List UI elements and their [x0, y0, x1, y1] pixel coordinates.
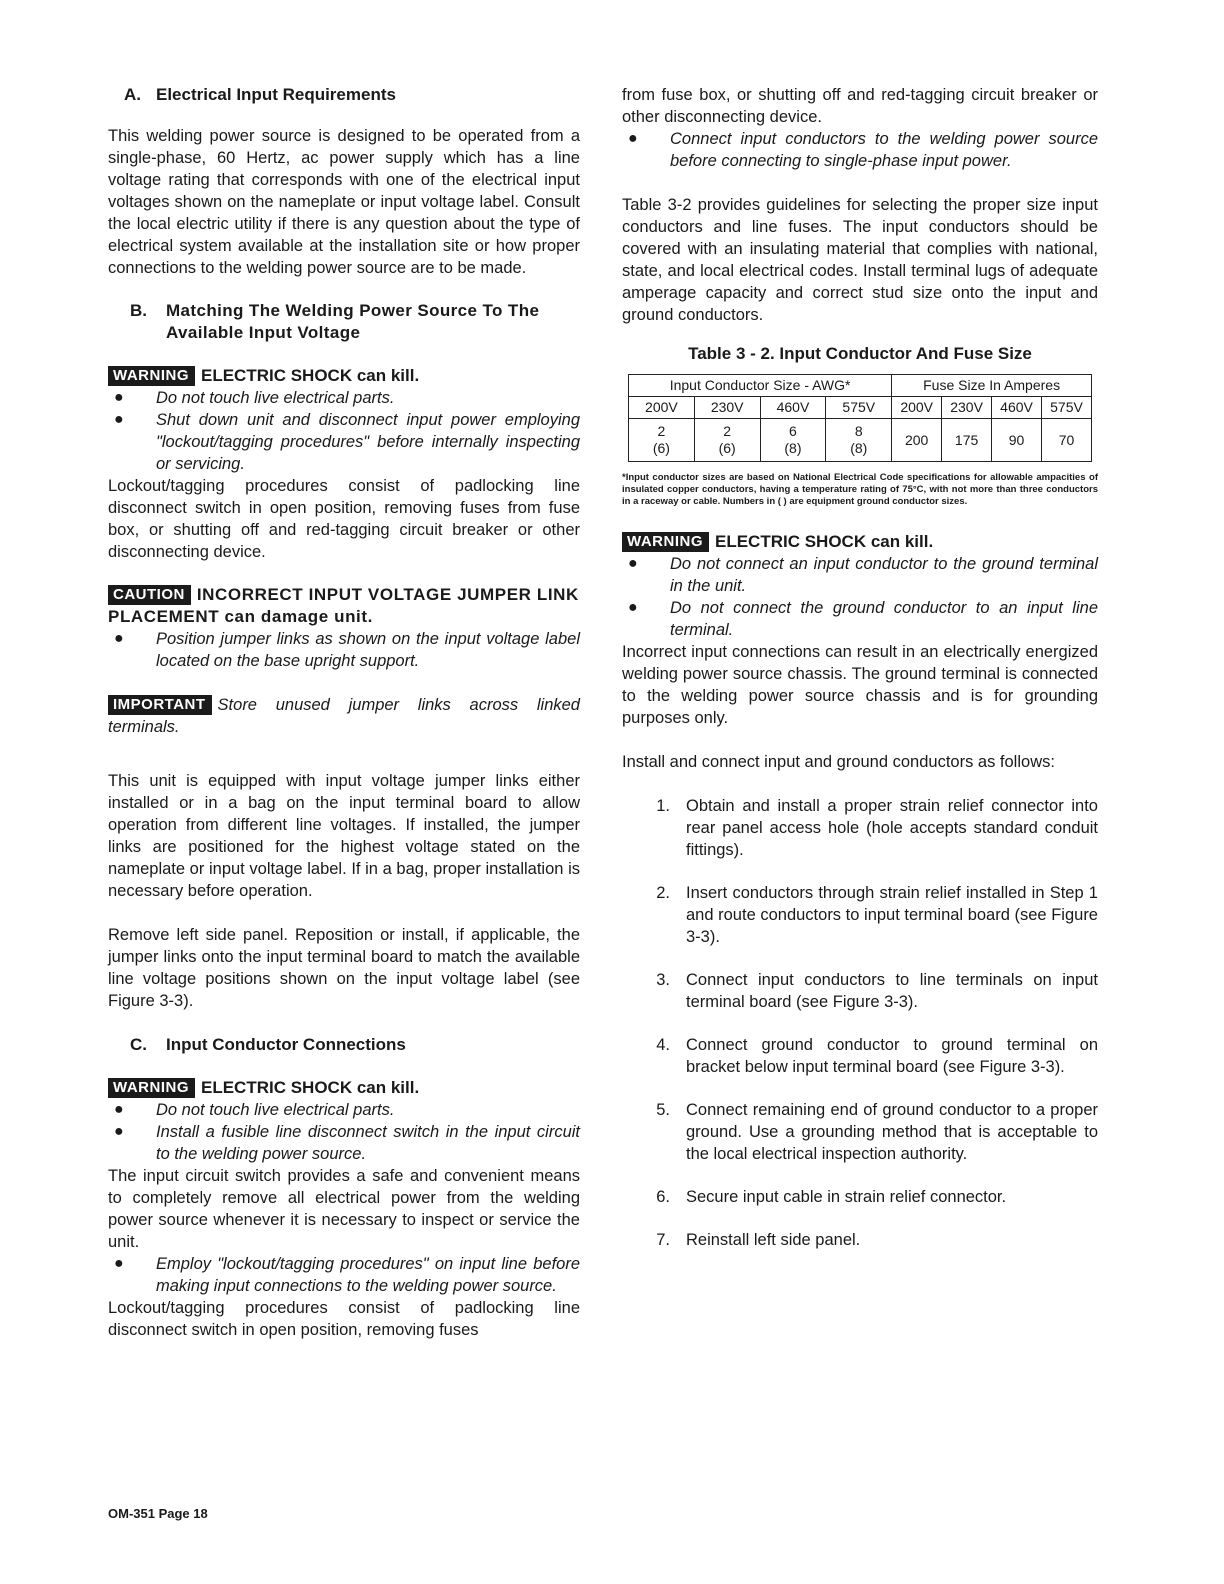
bullet-icon: ● — [114, 630, 124, 647]
warning-text: ELECTRIC SHOCK can kill. — [715, 532, 934, 551]
list-item: ● Do not connect an input conductor to the ground terminal in the unit. — [628, 555, 1098, 595]
caution-label: CAUTION — [108, 585, 191, 605]
install-intro: Install and connect input and ground conductors as follows: — [622, 753, 1055, 771]
table-header-cell: 460V — [992, 397, 1042, 419]
important-text: Store unused jumper links across linked terminals. — [108, 696, 580, 736]
table-row — [629, 397, 1092, 419]
remove-panel-paragraph: Remove left side panel. Reposition or install, if applicable, the jumper links onto the input terminal board to match the available line voltage positions shown on the input voltage label (see Figure 3-3). — [108, 926, 580, 1010]
list-item: 5. Connect remaining end of ground conductor to a proper ground. Use a grounding method that is acceptable to the local electrical inspection authority. — [656, 1101, 1098, 1163]
table-group-header: Input Conductor Size - AWG* — [629, 375, 892, 397]
table-cell: 70 — [1041, 419, 1091, 462]
list-item: 3. Connect input conductors to line terminals on input terminal board (see Figure 3-3). — [656, 971, 1098, 1011]
table-header-cell: 200V — [892, 397, 942, 419]
section-a-body: This welding power source is designed to be operated from a single-phase, 60 Hertz, ac power supply which has a line voltage rating that corresponds with one of the electrical input voltages shown on the nameplate or input voltage label. Consult the local electric utility if there is any question about the type of electrical system available at the installation site or how proper connections to the welding power source are to be made. — [108, 127, 580, 277]
warning-bullets — [108, 1099, 580, 1165]
right-column — [622, 84, 1098, 1251]
list-item: ● Connect input conductors to the welding power source before connecting to single-phase input power. — [628, 130, 1098, 170]
lockout-text: Lockout/tagging procedures consist of padlocking line disconnect switch in open position, removing fuses from fuse box, or shutting off and red-tagging circuit breaker or other disconnecting device. — [108, 477, 580, 561]
section-b-heading: B. Matching The Welding Power Source To The Available Input Voltage — [130, 301, 540, 342]
warning-block-1 — [108, 365, 580, 563]
warning-label: WARNING — [108, 1078, 195, 1098]
page-footer: OM-351 Page 18 — [108, 1506, 208, 1521]
table-cell: 8 (8) — [826, 419, 892, 462]
list-item: ● Employ "lockout/tagging procedures" on input line before making input connections to the welding power source. — [114, 1255, 580, 1295]
bullet-icon: ● — [114, 1123, 124, 1140]
caution-text: INCORRECT INPUT VOLTAGE JUMPER LINK PLACEMENT can damage unit. — [108, 585, 579, 626]
table-row — [629, 419, 1092, 462]
table-cell: 6 (8) — [760, 419, 826, 462]
list-item: 2. Insert conductors through strain relief installed in Step 1 and route conductors to input terminal board (see Figure 3-3). — [656, 884, 1098, 946]
table-cell: 2 (6) — [629, 419, 695, 462]
table-footnote: *Input conductor sizes are based on National Electrical Code specifications for allowable ampacities of insulated copper conductors, having a temperature rating of 75°C, with not more than three conductors in a raceway or cable. Numbers in ( ) are equipment ground conductor sizes. — [622, 472, 1098, 507]
bullet-icon: ● — [628, 130, 638, 147]
conductor-fuse-table — [628, 374, 1092, 462]
list-item: ● Install a fusible line disconnect switch in the input circuit to the welding power source. — [114, 1123, 580, 1163]
table-row — [629, 375, 1092, 397]
warning-label: WARNING — [108, 366, 195, 386]
table-header-cell: 230V — [942, 397, 992, 419]
table-cell: 2 (6) — [694, 419, 760, 462]
list-item: 1. Obtain and install a proper strain relief connector into rear panel access hole (hole accepts standard conduit fittings). — [656, 797, 1098, 859]
table-intro-paragraph: Table 3-2 provides guidelines for selecting the proper size input conductors and line fuses. The input conductors should be covered with an insulating material that complies with national, state, and local electrical codes. Install terminal lugs of adequate amperage capacity and correct stud size onto the input and ground conductors. — [622, 196, 1098, 324]
list-item: ● Shut down unit and disconnect input power employing "lockout/tagging procedures" before internally inspecting or servicing. — [114, 411, 580, 473]
table-header-cell: 575V — [1041, 397, 1091, 419]
warning-block-3 — [622, 531, 1098, 729]
list-item: ● Do not touch live electrical parts. — [114, 389, 395, 407]
warning-bullets — [108, 387, 580, 475]
continued-bullets — [622, 128, 1098, 172]
install-steps — [622, 795, 1098, 1251]
important-label: IMPORTANT — [108, 695, 212, 715]
list-item: 6. Secure input cable in strain relief connector. — [656, 1188, 1007, 1206]
list-item: ● Do not connect the ground conductor to an input line terminal. — [628, 599, 1098, 639]
warning-bullets — [622, 553, 1098, 641]
warning-text: ELECTRIC SHOCK can kill. — [201, 1078, 420, 1097]
table-header-cell: 460V — [760, 397, 826, 419]
bullet-icon: ● — [114, 389, 124, 406]
table-header-cell: 230V — [694, 397, 760, 419]
bullet-icon: ● — [114, 411, 124, 428]
jumper-links-paragraph: This unit is equipped with input voltage jumper links either installed or in a bag on the input terminal board to allow operation from different line voltages. If installed, the jumper links are positioned for the highest voltage stated on the nameplate or input voltage label. If in a bag, proper installation is necessary before operation. — [108, 772, 580, 900]
caution-bullets — [108, 628, 580, 672]
lockout-text-2: Lockout/tagging procedures consist of padlocking line disconnect switch in open position, removing fuses — [108, 1299, 580, 1339]
continued-text: from fuse box, or shutting off and red-tagging circuit breaker or other disconnecting device. — [622, 86, 1098, 126]
section-c-heading: C. Input Conductor Connections — [130, 1035, 406, 1054]
list-item: 7. Reinstall left side panel. — [656, 1231, 861, 1249]
table-cell: 200 — [892, 419, 942, 462]
bullet-icon: ● — [628, 555, 638, 572]
incorrect-connections-text: Incorrect input connections can result in an electrically energized welding power source chassis. The ground terminal is connected to the welding power source chassis and is for grounding purposes only. — [622, 643, 1098, 727]
table-header-cell: 200V — [629, 397, 695, 419]
table-group-header: Fuse Size In Amperes — [892, 375, 1092, 397]
table-cell: 90 — [992, 419, 1042, 462]
list-item: ● Position jumper links as shown on the input voltage label located on the base upright support. — [114, 630, 580, 670]
bullet-icon: ● — [628, 599, 638, 616]
table-header-cell: 575V — [826, 397, 892, 419]
list-item: 4. Connect ground conductor to ground terminal on bracket below input terminal board (see Figure 3-3). — [656, 1036, 1098, 1076]
caution-block — [108, 584, 580, 672]
circuit-switch-text: The input circuit switch provides a safe and convenient means to completely remove all electrical power from the welding power source whenever it is necessary to inspect or service the unit. — [108, 1167, 580, 1251]
section-a-heading: A. Electrical Input Requirements — [124, 85, 396, 104]
warning-block-2 — [108, 1077, 580, 1341]
bullet-icon: ● — [114, 1255, 124, 1272]
bullet-icon: ● — [114, 1101, 124, 1118]
left-column — [108, 84, 580, 1341]
list-item: ● Do not touch live electrical parts. — [114, 1101, 395, 1119]
important-block — [108, 694, 580, 738]
table-cell: 175 — [942, 419, 992, 462]
table-title: Table 3 - 2. Input Conductor And Fuse Size — [688, 344, 1032, 363]
warning-label: WARNING — [622, 532, 709, 552]
lockout-bullets — [108, 1253, 580, 1297]
warning-text: ELECTRIC SHOCK can kill. — [201, 366, 420, 385]
